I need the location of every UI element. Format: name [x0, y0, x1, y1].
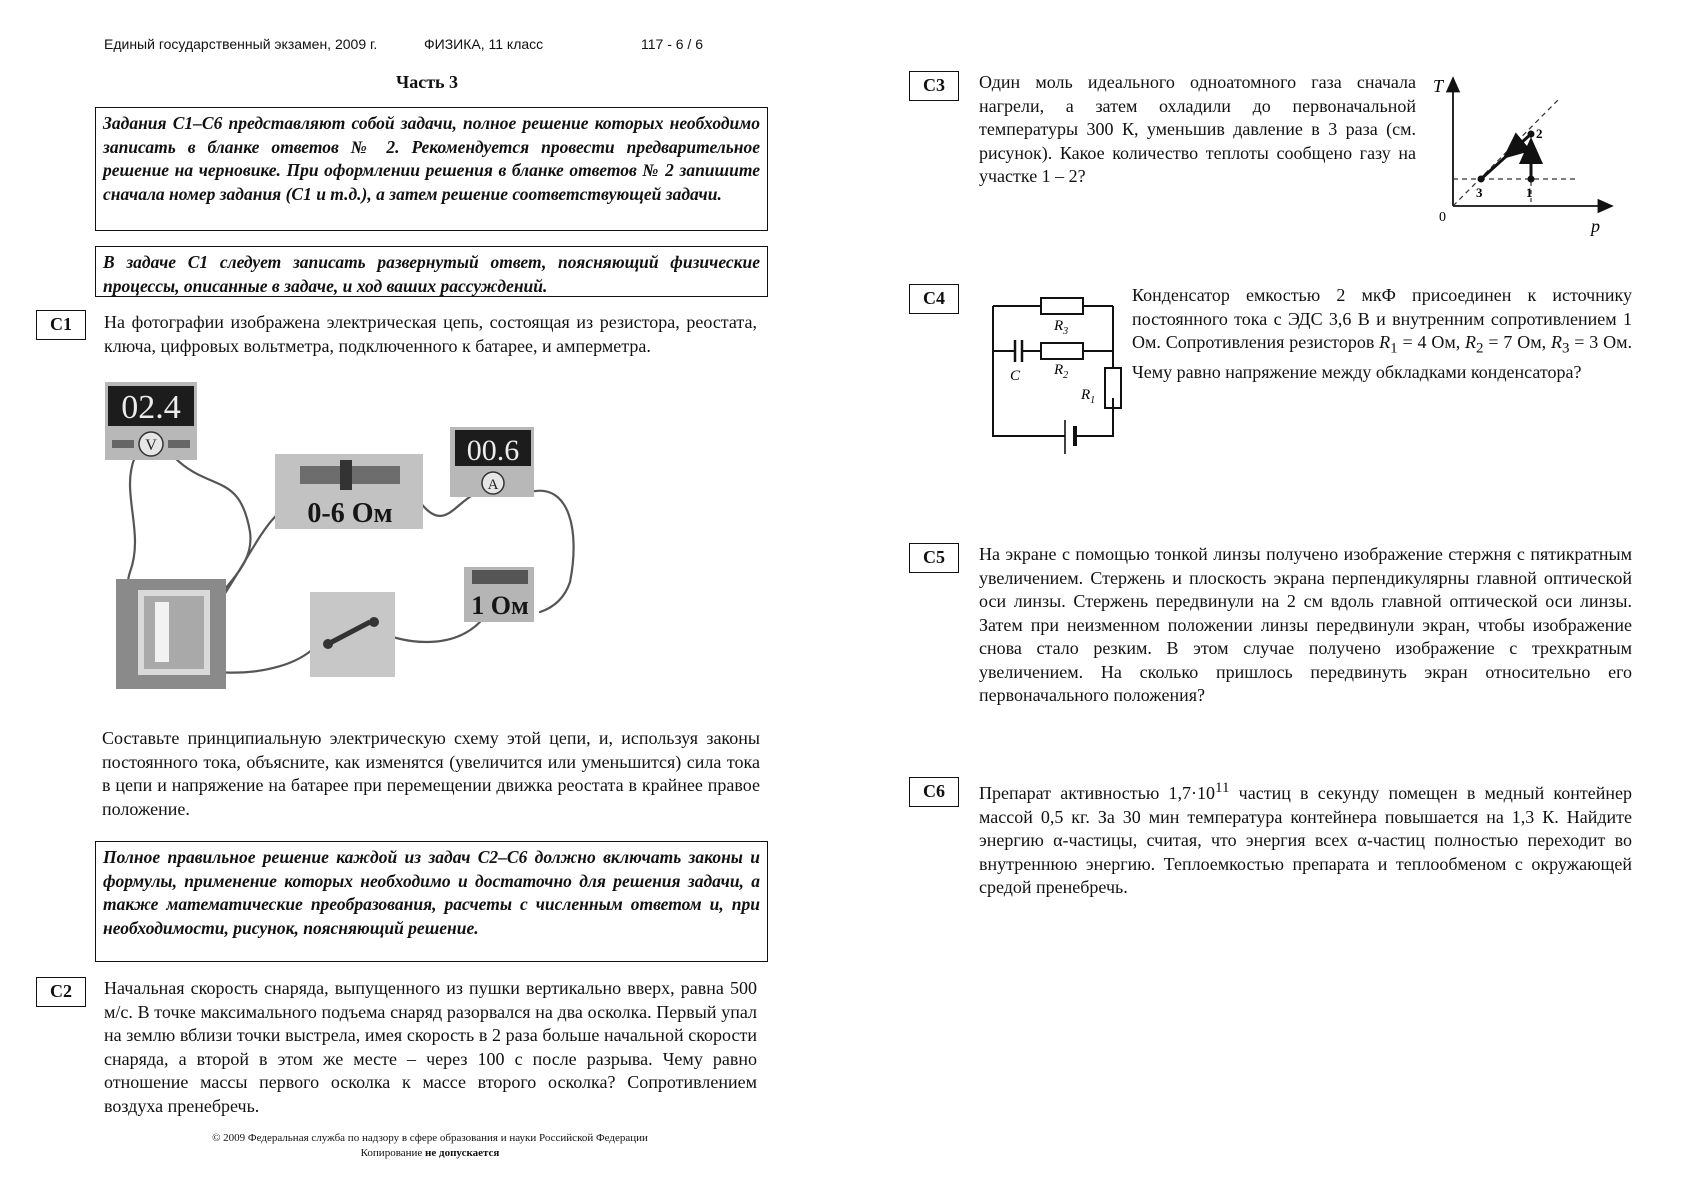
task-c5-label: С5 [909, 543, 959, 573]
task-c1-question: Составьте принципиальную электрическую схему этой цепи, и, используя законы постоянного тока, объясните, как изменятся (увеличится или уменьшится) сила тока в цепи и напряжение на батарее при перемещении движка реостата в крайнее правое положение. [102, 728, 760, 819]
header-subject: ФИЗИКА, 11 класс [424, 36, 544, 52]
origin-label: 0 [1439, 210, 1446, 225]
footer-copy-notice: Копирование не допускается [360, 1147, 500, 1159]
task-c1-label: С1 [36, 310, 86, 340]
resistor-r2 [1041, 343, 1083, 359]
task-c3-label: С3 [909, 71, 959, 101]
r3-label: $R_3$ [1054, 318, 1069, 337]
c3-tp-graph [1426, 68, 1626, 243]
task-c5-text: На экране с помощью тонкой линзы получено изображение стержня с пятикратным увеличением. Стержень и плоскость экрана перпендикулярны главной оптической оси линзы. Стержень передвинули на 2 см вдоль главной оптической оси линзы. Затем при неизменном положении линзы передвинули экран, чтобы изображение снова стало резким. В этом случае получено изображение с трехкратным увеличением. На сколько пришлось передвинуть экран относительно его первоначального положения? [979, 544, 1632, 705]
circuit-photo [100, 382, 620, 722]
voltmeter [105, 382, 197, 460]
key-switch [310, 592, 395, 677]
capacitor-label: C [1010, 368, 1021, 384]
resistor-r3 [1041, 298, 1083, 314]
ammeter [450, 427, 534, 497]
task-c4-text: Конденсатор емкостью 2 мкФ присоединен к источнику постоянного тока с ЭДС 3,6 В и внутренним сопротивлением 1 Ом. Сопротивления резисторов $R_1 = 4$ Ом, $R_2 = 7$ Ом, $R_3 = 3$ Ом. Чему равно напряжение между обкладками конденсатора? [1132, 285, 1632, 383]
point-1-label: 1 [1526, 185, 1533, 200]
c1-instructions-box: В задаче С1 следует записать развернутый ответ, поясняющий физические процессы, описанные в задаче, и ход ваших рассуждений. [95, 246, 768, 297]
p-axis-label: p [1591, 216, 1600, 236]
task-c4-label: С4 [909, 284, 959, 314]
ammeter-reading: 00.6 [466, 434, 520, 467]
voltmeter-symbol: V [145, 437, 157, 454]
ammeter-symbol: A [487, 477, 499, 493]
task-c6-text: Препарат активностью $1,7\cdot 10^{11}$ частиц в секунду помещен в медный контейнер массой 0,5 кг. За 30 мин температура контейнера повышается на 1,3 К. Найдите энергию α-частицы, считая, что энергия всех α-частиц полностью переходит во внутреннюю энергию. Теплоемкостью препарата и теплообменом с окружающей средой пренебречь. [979, 780, 1632, 897]
c2-c6-instructions-box: Полное правильное решение каждой из задач С2–С6 должно включать законы и формулы, применение которых необходимо и достаточно для решения задачи, а также математические преобразования, расчеты с численным ответом и, при необходимости, рисунок, поясняющий решение. [95, 841, 768, 962]
rheostat [275, 454, 423, 529]
voltmeter-reading: 02.4 [121, 389, 181, 426]
rheostat-label: 0-6 Ом [307, 498, 393, 529]
header-exam: Единый государственный экзамен, 2009 г. [104, 36, 378, 52]
t-axis-label: T [1433, 76, 1444, 96]
footer-copyright: © 2009 Федеральная служба по надзору в сфере образования и науки Российской Федерации [212, 1132, 648, 1144]
task-c3-text: Один моль идеального одноатомного газа сначала нагрели, а затем охладили до первоначальной температуры 300 К, уменьшив давление в 3 раза (см. рисунок). Какое количество теплоты сообщено газу на участке 1 – 2? [979, 72, 1416, 186]
point-3-label: 3 [1476, 185, 1483, 200]
task-c2-label: С2 [36, 977, 86, 1007]
resistor [464, 567, 534, 622]
task-c1-text: На фотографии изображена электрическая цепь, состоящая из резистора, реостата, ключа, цифровых вольтметра, подключенного к батарее, и амперметра. [104, 312, 757, 356]
isochore-line [1453, 100, 1558, 206]
point-1 [1528, 176, 1535, 183]
header-page: 117 - 6 / 6 [641, 36, 704, 52]
point-2 [1528, 131, 1535, 138]
footer [120, 1131, 740, 1161]
c4-circuit-diagram [985, 288, 1131, 458]
task-c6-label: С6 [909, 777, 959, 807]
intro-instructions-box: Задания С1–С6 представляют собой задачи, полное решение которых необходимо записать в бланке ответов № 2. Рекомендуется провести предварительное решение на черновике. При оформлении решения в бланке ответов № 2 запишите сначала номер задания (С1 и т.д.), а затем решение соответствующей задачи. [95, 107, 768, 231]
footer-copy-forbidden: не допускается [425, 1147, 500, 1159]
point-3 [1478, 176, 1485, 183]
point-2-label: 2 [1536, 126, 1543, 141]
r2-label: $R_2$ [1054, 362, 1069, 381]
battery [116, 579, 226, 689]
r1-label: $R_1$ [1081, 387, 1096, 406]
part-title: Часть 3 [396, 72, 459, 92]
resistor-label: 1 Ом [471, 591, 529, 620]
task-c2-text: Начальная скорость снаряда, выпущенного из пушки вертикально вверх, равна 500 м/с. В точке максимального подъема снаряд разорвался на два осколка. Первый упал на землю вблизи точки выстрела, имея скорость в 2 раза больше начальной скорости снаряда, а второй в этом же месте – через 100 с после разрыва. Чему равно отношение массы первого осколка к массе второго осколка? Сопротивлением воздуха пренебречь. [104, 978, 757, 1116]
